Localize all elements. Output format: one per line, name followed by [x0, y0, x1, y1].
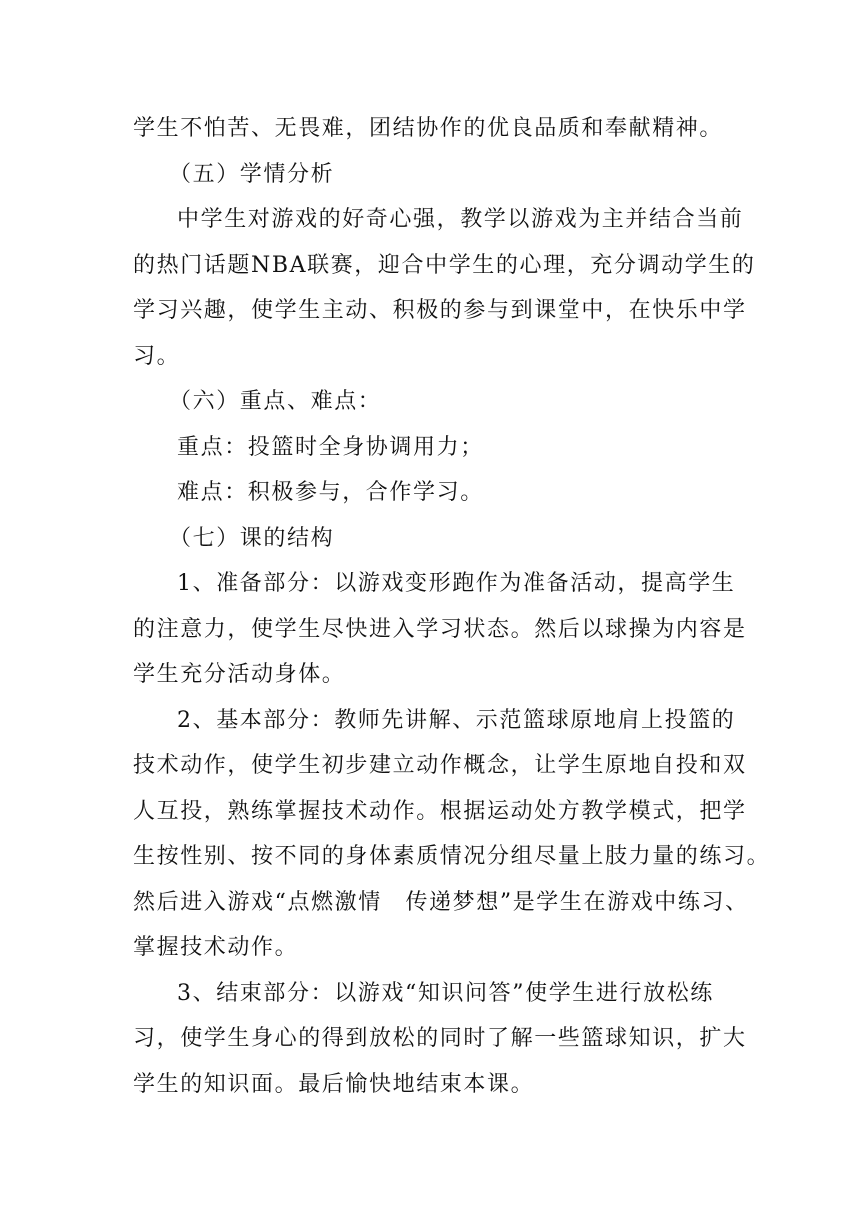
- body-line: 中学生对游戏的好奇心强，教学以游戏为主并结合当前: [177, 207, 744, 232]
- body-line: 学生充分活动身体。: [133, 662, 346, 687]
- body-line: 掌握技术动作。: [133, 935, 299, 960]
- body-line: 技术动作，使学生初步建立动作概念，让学生原地自投和双: [133, 753, 747, 778]
- body-line: 的热门话题NBA联赛，迎合中学生的心理，充分调动学生的: [133, 252, 756, 278]
- body-line: 然后进入游戏“点燃激情 传递梦想”是学生在游戏中练习、: [133, 889, 749, 915]
- section-heading-5: （五）学情分析: [169, 161, 335, 187]
- body-line: 人互投，熟练掌握技术动作。根据运动处方教学模式，把学: [133, 798, 747, 824]
- body-line: 学生的知识面。最后愉快地结束本课。: [133, 1071, 535, 1097]
- body-line: 生按性别、按不同的身体素质情况分组尽量上肢力量的练习。: [133, 844, 771, 869]
- body-line: 的注意力，使学生尽快进入学习状态。然后以球操为内容是: [133, 616, 747, 642]
- section-heading-7: （七）课的结构: [169, 525, 335, 551]
- body-line: 习，使学生身心的得到放松的同时了解一些篮球知识，扩大: [133, 1026, 747, 1051]
- body-line: 1、准备部分：以游戏变形跑作为准备活动，提高学生: [177, 571, 736, 596]
- body-line: 重点：投篮时全身协调用力；: [177, 434, 484, 460]
- body-line: 2、基本部分：教师先讲解、示范篮球原地肩上投篮的: [177, 707, 736, 733]
- body-line: 学生不怕苦、无畏难，团结协作的优良品质和奉献精神。: [133, 116, 724, 141]
- body-line: 难点：积极参与，合作学习。: [177, 480, 484, 505]
- body-line: 习。: [133, 343, 181, 369]
- section-heading-6: （六）重点、难点：: [169, 389, 382, 414]
- document-body: [133, 106, 771, 1107]
- body-line: 学习兴趣，使学生主动、积极的参与到课堂中，在快乐中学: [133, 298, 747, 323]
- body-line: 3、结束部分：以游戏“知识问答”使学生进行放松练: [177, 980, 714, 1006]
